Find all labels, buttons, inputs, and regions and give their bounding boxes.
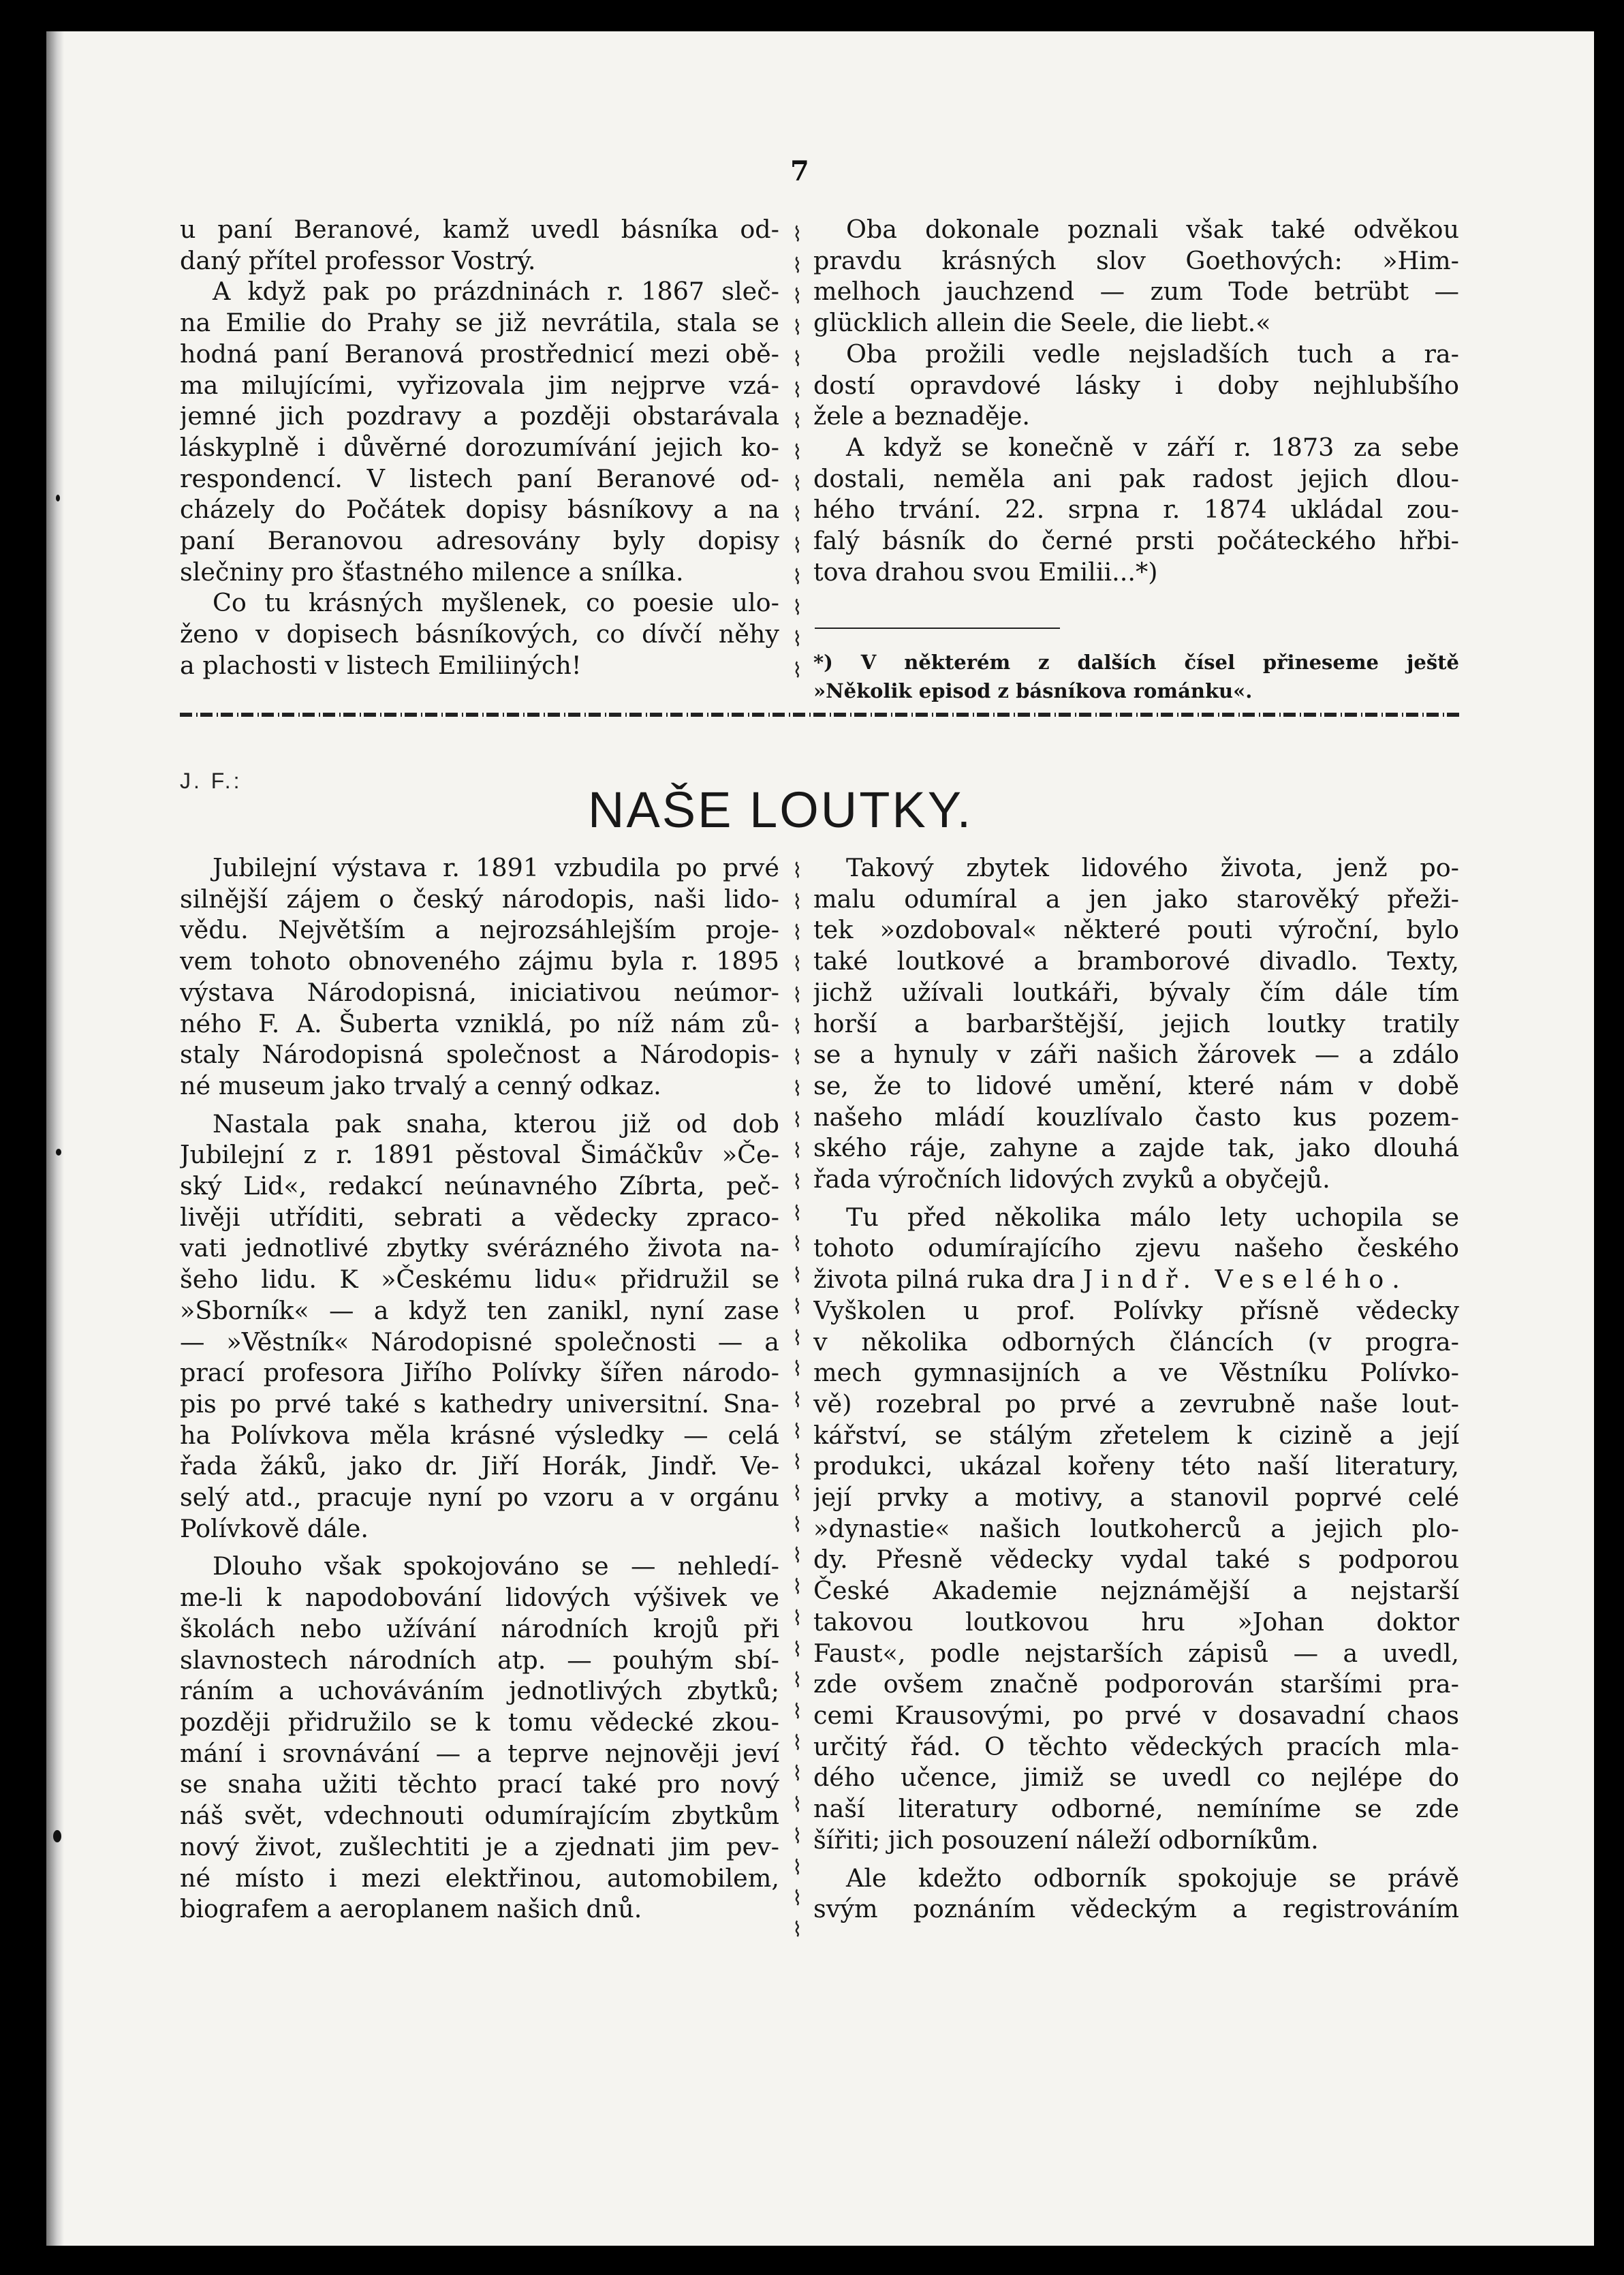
- text-line: šířiti; jich posouzení náleží odborníkům.: [813, 1825, 1319, 1855]
- column-separator: [792, 219, 802, 703]
- separator-ornament: ⌇: [792, 1171, 802, 1195]
- separator-ornament: ⌇: [792, 1046, 802, 1070]
- text-line: také loutkové a bramborové divadlo. Texty,: [813, 946, 1459, 976]
- text-line: silnější zájem o český národopis, naši lido-: [180, 884, 779, 914]
- text-line: vědu. Největším a nejrozsáhlejším proje-: [180, 915, 779, 945]
- text-line: A když pak po prázdninách r. 1867 sleč-: [213, 277, 779, 307]
- text-line: melhoch jauchzend — zum Tode betrübt —: [813, 277, 1459, 307]
- text-line: »Sborník« — a když ten zanikl, nyní zase: [180, 1295, 779, 1325]
- scan-speck: [56, 1149, 61, 1156]
- text-line: ský Lid«, redakcí neúnavného Zíbrta, peč-: [180, 1171, 779, 1201]
- separator-ornament: ⌇: [792, 921, 802, 946]
- text-line: ráním a uchováváním jednotlivých zbytků;: [180, 1676, 779, 1706]
- separator-ornament: ⌇: [792, 1917, 802, 1942]
- separator-ornament: ⌇: [792, 347, 802, 371]
- text-line: pis po prvé také s kathedry universitní. Sna-: [180, 1389, 779, 1419]
- separator-ornament: ⌇: [792, 1482, 802, 1506]
- text-line: žele a beznaděje.: [813, 401, 1031, 431]
- text-line: se snaha užiti těchto prací také pro nový: [180, 1769, 779, 1799]
- text-line: selý atd., pracuje nyní po vzoru a v orgánu: [180, 1483, 779, 1513]
- text-line: vati jednotlivé zbytky svérázného života na-: [180, 1233, 779, 1263]
- text-line: hodná paní Beranová prostřednicí mezi obě-: [180, 339, 779, 369]
- page-number: 7: [790, 155, 809, 187]
- text-line: její prvky a motivy, a stanovil poprvé celé: [813, 1483, 1459, 1513]
- bottom-right-column: [813, 852, 1459, 1925]
- separator-ornament: ⌇: [792, 253, 802, 278]
- separator-ornament: ⌇: [792, 503, 802, 527]
- text-line: v několika odborných článcích (v progra-: [813, 1327, 1459, 1357]
- text-line: cemi Krausovými, po prvé v dosavadní chaos: [813, 1700, 1459, 1730]
- text-line: horší a barbarštější, jejich loutky tratily: [813, 1008, 1459, 1038]
- text-line: — »Věstník« Národopisné společnosti — a: [180, 1327, 779, 1357]
- separator-ornament: ⌇: [792, 1669, 802, 1693]
- text-line: mání i srovnávání — a teprve nejnověji jeví: [180, 1738, 779, 1768]
- text-line: pravdu krásných slov Goethových: »Him-: [813, 245, 1459, 275]
- text-line: náš svět, vdechnouti odumírajícím zbytkům: [180, 1801, 779, 1831]
- separator-ornament: ⌇: [792, 1637, 802, 1662]
- text-line: ha Polívkova měla krásné výsledky — celá: [180, 1420, 779, 1450]
- separator-ornament: ⌇: [792, 1451, 802, 1475]
- separator-ornament: ⌇: [792, 1357, 802, 1382]
- text-line: ného F. A. Šuberta vzniklá, po níž nám zů-: [180, 1008, 779, 1038]
- text-line: dostí opravdové lásky i doby nejhlubšího: [813, 370, 1459, 400]
- author-initials: J. F.:: [180, 769, 243, 793]
- text-line: daný přítel professor Vostrý.: [180, 245, 536, 275]
- separator-ornament: ⌇: [792, 1513, 802, 1537]
- text-line: a plachosti v listech Emiliiných!: [180, 650, 582, 680]
- column-separator: [792, 856, 802, 1966]
- text-line: vem tohoto obnoveného zájmu byla r. 1895: [180, 946, 779, 976]
- separator-ornament: ⌇: [792, 1201, 802, 1226]
- text-line: kářství, se stálým zřetelem k cizině a její: [813, 1420, 1459, 1450]
- separator-ornament: ⌇: [792, 440, 802, 465]
- separator-ornament: ⌇: [792, 953, 802, 977]
- text-line: tova drahou svou Emilii...*): [813, 557, 1158, 587]
- separator-ornament: ⌇: [792, 1606, 802, 1630]
- text-line: respondencí. V listech paní Beranové od-: [180, 463, 779, 493]
- text-line: Oba dokonale poznali však také odvěkou: [846, 215, 1459, 244]
- text-line: ma milujícími, vyřizovala jim nejprve vzá-: [180, 370, 779, 400]
- separator-ornament: ⌇: [792, 1575, 802, 1600]
- text-line: ženo v dopisech básníkových, co dívčí něhy: [180, 619, 779, 649]
- text-line: Takový zbytek lidového života, jenž po-: [846, 853, 1459, 882]
- separator-ornament: ⌇: [792, 1731, 802, 1755]
- text-line: produkci, ukázal kořeny této naší literatury,: [813, 1451, 1459, 1481]
- text-segment: života pilná ruka dra: [813, 1265, 1076, 1295]
- text-line: Jubilejní výstava r. 1891 vzbudila po prvé: [213, 853, 779, 882]
- text-line: u paní Beranové, kamž uvedl básníka od-: [180, 215, 779, 244]
- separator-ornament: ⌇: [792, 1699, 802, 1724]
- separator-ornament: ⌇: [792, 1887, 802, 1911]
- text-line: šeho lidu. K »Českému lidu« přidružil se: [180, 1265, 779, 1295]
- footnote: [813, 648, 1459, 705]
- text-line: dého učence, jimiž se uvedl co nejlépe do: [813, 1763, 1459, 1793]
- separator-ornament: ⌇: [792, 565, 802, 589]
- text-line: Co tu krásných myšlenek, co poesie ulo-: [213, 588, 779, 618]
- text-line: nový život, zušlechtiti je a zjednati jim pev-: [180, 1831, 779, 1861]
- text-line: Tu před několika málo lety uchopila se: [846, 1202, 1459, 1232]
- text-line: slavnostech národních atp. — pouhým sbí-: [180, 1645, 779, 1675]
- text-line: takovou loutkovou hru »Johan doktor: [813, 1607, 1459, 1637]
- text-line: určitý řád. O těchto vědeckých pracích mla-: [813, 1731, 1459, 1761]
- text-line: našeho mládí kouzlívalo často kus pozem-: [813, 1102, 1459, 1132]
- separator-ornament: ⌇: [792, 1108, 802, 1132]
- footnote-rule: [815, 628, 1060, 629]
- text-line: láskyplně i důvěrné dorozumívání jejich ko-: [180, 432, 779, 462]
- scanned-page: [46, 31, 1594, 2246]
- text-line: se a hynuly v záři našich žárovek — a zdálo: [813, 1040, 1459, 1070]
- text-line: Polívkově dále.: [180, 1513, 369, 1543]
- text-line: staly Národopisná společnost a Národopis-: [180, 1040, 779, 1070]
- text-line: dy. Přesně vědecky vydal také s podporou: [813, 1545, 1459, 1575]
- separator-ornament: ⌇: [792, 223, 802, 247]
- text-line: prací profesora Jiřího Polívky šířen národo-: [180, 1358, 779, 1388]
- separator-ornament: ⌇: [792, 1077, 802, 1101]
- text-line: jichž užívali loutkáři, bývaly čím dále tím: [813, 977, 1459, 1007]
- separator-ornament: ⌇: [792, 471, 802, 496]
- separator-ornament: ⌇: [792, 983, 802, 1008]
- text-line: výstava Národopisná, iniciativou neúmor-: [180, 977, 779, 1007]
- scan-speck: [53, 1830, 61, 1842]
- text-line: mech gymnasijních a ve Věstníku Polívko-: [813, 1358, 1459, 1388]
- text-line: dostali, neměla ani pak radost jejich dlou-: [813, 463, 1459, 493]
- separator-ornament: ⌇: [792, 890, 802, 914]
- page-edge-shadow: [46, 31, 64, 2246]
- text-line: slečniny pro šťastného milence a snílka.: [180, 557, 684, 587]
- text-line: Nastala pak snaha, kterou již od dob: [213, 1109, 779, 1139]
- separator-ornament: ⌇: [792, 534, 802, 559]
- text-line: falý básník do černé prsti počáteckého hřbi-: [813, 526, 1459, 556]
- text-line: jemné jich pozdravy a později obstarávala: [180, 401, 779, 431]
- text-line: se, že to lidové umění, které nám v době: [813, 1070, 1459, 1100]
- separator-ornament: ⌇: [792, 1762, 802, 1786]
- separator-ornament: ⌇: [792, 409, 802, 434]
- separator-ornament: ⌇: [792, 1855, 802, 1880]
- text-line: biografem a aeroplanem našich dnů.: [180, 1894, 642, 1924]
- text-line: tek »ozdoboval« některé pouti výroční, bylo: [813, 915, 1459, 945]
- separator-ornament: ⌇: [792, 1388, 802, 1412]
- separator-ornament: ⌇: [792, 1793, 802, 1818]
- text-line: A když se konečně v září r. 1873 za sebe: [846, 432, 1459, 462]
- text-line: Ale kdežto odborník spokojuje se právě: [846, 1863, 1459, 1893]
- person-name: Jindř. Veselého: [1082, 1265, 1392, 1295]
- text-line: řada výročních lidových zvyků a obyčejů.: [813, 1164, 1330, 1194]
- separator-ornament: ⌇: [792, 1544, 802, 1568]
- top-left-column: [180, 214, 779, 681]
- text-line: Vyškolen u prof. Polívky přísně vědecky: [813, 1295, 1459, 1325]
- text-line: na Emilie do Prahy se již nevrátila, stala se: [180, 308, 779, 338]
- text-line: ského ráje, zahyne a zajde tak, jako dlouhá: [813, 1133, 1459, 1163]
- text-line: livěji utříditi, sebrati a vědecky zpraco-: [180, 1202, 779, 1232]
- separator-ornament: ⌇: [792, 1233, 802, 1257]
- text-line: »dynastie« našich loutkoherců a jejich plo-: [813, 1513, 1459, 1543]
- bottom-left-column: [180, 852, 779, 1925]
- text-line: Faust«, podle nejstarších zápisů — a uvedl,: [813, 1638, 1459, 1668]
- text-line: svým poznáním vědeckým a registrováním: [813, 1894, 1459, 1924]
- separator-ornament: ⌇: [792, 378, 802, 403]
- separator-ornament: ⌇: [792, 1824, 802, 1848]
- section-divider: [180, 713, 1459, 717]
- separator-ornament: ⌇: [792, 859, 802, 883]
- footnote-line: *) V některém z dalších čísel přineseme ještě: [813, 651, 1459, 674]
- separator-ornament: ⌇: [792, 1015, 802, 1039]
- text-line: České Akademie nejznámější a nejstarší: [813, 1576, 1459, 1606]
- text-line: né museum jako trvalý a cenný odkaz.: [180, 1070, 661, 1100]
- text-line: Oba prožili vedle nejsladších tuch a ra-: [846, 339, 1459, 369]
- article-title: NAŠE LOUTKY.: [588, 781, 973, 838]
- text-line: [813, 1264, 1459, 1295]
- separator-ornament: ⌇: [792, 658, 802, 683]
- separator-ornament: ⌇: [792, 316, 802, 341]
- text-line: vě) rozebral po prvé a zevrubně naše lout-: [813, 1389, 1459, 1419]
- text-line: paní Beranovou adresovány byly dopisy: [180, 526, 779, 556]
- text-line: naší literatury odborné, nemíníme se zde: [813, 1794, 1459, 1824]
- text-segment: .: [1392, 1265, 1400, 1295]
- scan-speck: [56, 495, 60, 501]
- separator-ornament: ⌇: [792, 1139, 802, 1164]
- text-line: glücklich allein die Seele, die liebt.«: [813, 308, 1271, 338]
- separator-ornament: ⌇: [792, 1295, 802, 1319]
- separator-ornament: ⌇: [792, 596, 802, 621]
- text-line: cházely do Počátek dopisy básníkovy a na: [180, 495, 779, 525]
- text-line: Jubilejní z r. 1891 pěstoval Šimáčkův »Če-: [180, 1140, 779, 1170]
- separator-ornament: ⌇: [792, 285, 802, 309]
- text-line: malu odumíral a jen jako starověký přeži-: [813, 884, 1459, 914]
- text-line: řada žáků, jako dr. Jiří Horák, Jindř. Ve-: [180, 1451, 779, 1481]
- text-line: hého trvání. 22. srpna r. 1874 ukládal zou-: [813, 495, 1459, 525]
- text-line: zde ovšem značně podporován staršími pra-: [813, 1669, 1459, 1699]
- separator-ornament: ⌇: [792, 1419, 802, 1444]
- text-line: školách nebo užívání národních krojů při: [180, 1613, 779, 1643]
- separator-ornament: ⌇: [792, 1326, 802, 1350]
- text-line: tohoto odumírajícího zjevu našeho českého: [813, 1233, 1459, 1263]
- text-line: né místo i mezi elektřinou, automobilem,: [180, 1863, 779, 1893]
- text-line: později přidružilo se k tomu vědecké zkou-: [180, 1707, 779, 1737]
- separator-ornament: ⌇: [792, 1264, 802, 1288]
- top-right-column: [813, 214, 1459, 587]
- text-line: me-li k napodobování lidových výšivek ve: [180, 1583, 779, 1613]
- separator-ornament: ⌇: [792, 628, 802, 652]
- text-line: Dlouho však spokojováno se — nehledí-: [213, 1551, 779, 1581]
- footnote-line: »Několik episod z básníkova románku«.: [813, 679, 1253, 702]
